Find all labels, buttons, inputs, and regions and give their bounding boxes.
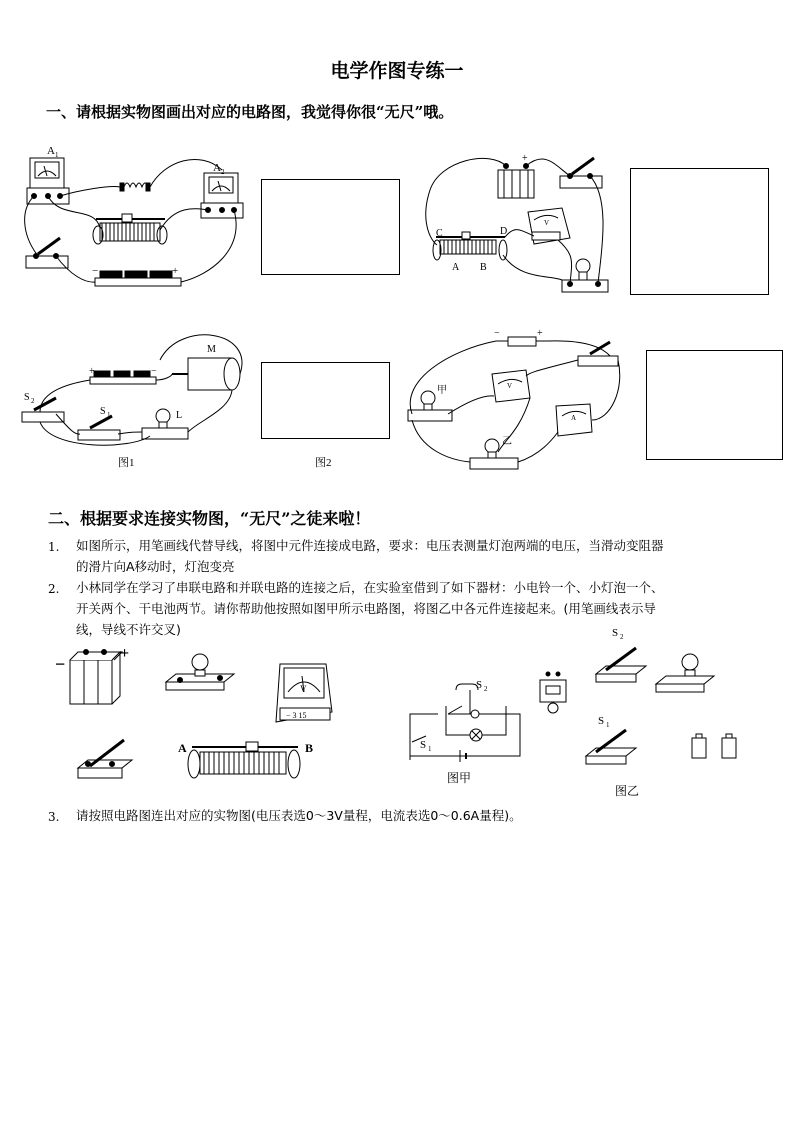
diagram-label-s1: S xyxy=(420,739,427,751)
svg-text:V: V xyxy=(507,382,513,390)
q3-text-line1: 请按照电路图连出对应的实物图(电压表选0～3V量程，电流表选0～0.6A量程)。 xyxy=(76,808,522,823)
q1-text-line2: 的滑片向A移动时，灯泡变亮 xyxy=(76,559,235,574)
rheostat-label-a: A xyxy=(178,741,187,755)
label-a: A xyxy=(452,262,460,273)
label-a2: A xyxy=(213,162,221,174)
page-title: 电学作图专练一 xyxy=(330,60,464,82)
battery-minus-3: − xyxy=(151,366,157,377)
q2-number: 2. xyxy=(48,582,60,596)
fig2-caption: 图2 xyxy=(315,457,332,469)
battery-plus-q1: + xyxy=(120,645,130,662)
q2-label-s2-sub: 2 xyxy=(620,633,624,641)
label-s2: S xyxy=(24,392,30,403)
q3-number: 3. xyxy=(48,810,60,824)
q2-text-line1: 小林同学在学习了串联电路和并联电路的连接之后，在实验室借到了如下器材：小电铃一个、小灯泡一个、 xyxy=(76,580,664,595)
lamp-q1 xyxy=(166,654,234,690)
label-s1-sub: 1 xyxy=(107,411,111,419)
battery-minus-q1: − xyxy=(55,654,66,674)
rheostat-q1 xyxy=(188,742,300,778)
label-a1-sub: 1 xyxy=(55,151,59,159)
q2-label-s2: S xyxy=(612,627,619,639)
battery-plus-3: + xyxy=(89,366,95,377)
svg-text:− 3 15: − 3 15 xyxy=(286,711,307,720)
label-b: B xyxy=(480,262,487,273)
battery-minus-1: − xyxy=(92,265,99,277)
diagram-label-s1-sub: 1 xyxy=(428,745,432,753)
label-s1: S xyxy=(100,406,106,417)
section1-heading: 一、请根据实物图画出对应的电路图，我觉得你很“无尺”哦。 xyxy=(46,103,454,121)
circuit-diagram-jia xyxy=(410,684,520,762)
svg-text:A: A xyxy=(571,414,577,422)
battery-plus-4: + xyxy=(537,328,543,339)
battery-minus-4: − xyxy=(494,328,500,339)
label-a2-sub: 2 xyxy=(221,168,225,176)
bell xyxy=(540,672,566,713)
label-s2-sub: 2 xyxy=(31,397,35,405)
battery-box-q1 xyxy=(70,650,122,705)
label-a1: A xyxy=(47,145,55,157)
lamp-q2 xyxy=(656,654,714,692)
voltmeter-q1 xyxy=(276,664,332,722)
q1-text-line1: 如图所示，用笔画线代替导线，将图中元件连接成电路，要求：电压表测量灯泡两端的电压，当滑动变阻器 xyxy=(76,538,664,553)
q1-number: 1. xyxy=(48,540,60,554)
battery-plus-2: + xyxy=(522,153,528,164)
q2-label-s1-sub: 1 xyxy=(606,721,610,729)
svg-text:V: V xyxy=(544,219,550,227)
switch-s1-q2 xyxy=(586,730,636,764)
fig-jia-caption: 图甲 xyxy=(447,771,472,785)
label-c: C xyxy=(436,228,443,239)
cells-q2 xyxy=(692,734,736,758)
q2-text-line2: 开关两个、干电池两节。请你帮助他按照如图甲所示电路图，将图乙中各元件连接起来。(用笔画线表示导 xyxy=(76,601,656,616)
fig-yi-caption: 图乙 xyxy=(615,784,640,798)
switch-q1 xyxy=(78,740,132,778)
label-yi: 乙 xyxy=(502,436,512,447)
fig1-caption: 图1 xyxy=(118,457,135,469)
diagram-label-s2: S xyxy=(476,679,483,691)
battery-plus-1: + xyxy=(172,265,179,277)
label-jia: 甲 xyxy=(437,385,447,396)
svg-text:V: V xyxy=(300,684,307,694)
section2-heading: 二、根据要求连接实物图，“无尺”之徒来啦！ xyxy=(48,509,371,528)
q2-label-s1: S xyxy=(598,715,605,727)
rheostat-label-b: B xyxy=(305,741,314,755)
diagram-label-s2-sub: 2 xyxy=(484,685,488,693)
q2-text-line3: 线，导线不许交叉) xyxy=(76,622,181,637)
switch-s2-q2 xyxy=(596,648,646,682)
label-d: D xyxy=(500,226,508,237)
label-l: L xyxy=(176,410,183,421)
label-m: M xyxy=(207,344,216,355)
